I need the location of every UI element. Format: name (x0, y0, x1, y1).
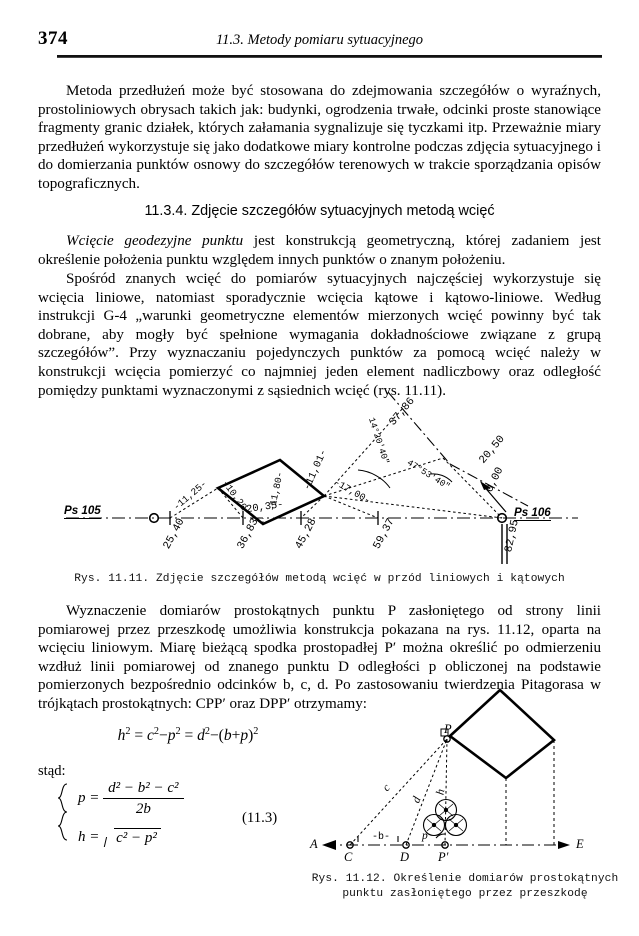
label-segment-h: h (434, 788, 448, 796)
label-segment-c: c (380, 782, 393, 794)
equation-pythagoras: $h^2 = c^2-p^2 = d^2-(b+p)^2$ (117, 726, 259, 745)
paragraph-2-rest: jest konstrukcją geometryczną, której zadaniem jest określenie położenia punktu względem innych punktów o znanym położeniu. (38, 233, 601, 268)
section-heading-11-3-4: 11.3.4. Zdjęcie szczegółów sytuacyjnych metodą wcięć (144, 203, 495, 219)
label-station-ps105: Ps 105 (64, 504, 101, 517)
figure-11-12-caption-block (300, 872, 630, 902)
label-tie-line-1: -11,25- (171, 478, 210, 513)
paragraph-sposrod-znanych: Spośród znanych wcięć do pomiarów sytuacyjnych najczęściej wykorzystuje się wcięcia liniowe, natomiast sporadycznie wcięcia kątowe i kątowo-liniowe. Według instrukcji G-4 „warunki geometryczne elementów mierzonych wcięć powinny być tak dobrane, aby mogły być spełnione wymagania dokładnościowe związane z grupą szczegółów”. Przy wyznaczaniu pojedynczych punktów za pomocą wcięć należy w konstrukcji wcięcia pomierzyć co najmniej jeden element nadliczbowy oraz odległość pomiędzy punktami wyznaczonymi z sąsiednich wcięć (rys. 11.11). (38, 271, 601, 399)
label-point-d: D (400, 850, 410, 864)
paragraph-metoda-przedluzen: Metoda przedłużeń może być stosowana do zdejmowania szczegółów o wyraźnych, prostoliniowych obrysach takich jak: budynki, ogrodzenia trwałe, odcinki proste stanowiące fragmenty granic działek, których załamania sygnalizuje się tyczkami itp. Przeważnie miary przedłużeń wykorzystuje się jako dodatkowe miary kontrolne podczas zdjęcia sytuacyjnego i do domierzania punktów osnowy do szczegółów terenowych w trakcie sporządzania opisów topograficznych. (38, 83, 601, 192)
equation-h-lhs: h = (78, 828, 100, 845)
paragraph-block-1 (38, 82, 601, 194)
equation-p-lhs: p = (78, 790, 100, 807)
label-segment-d: d (410, 795, 424, 805)
label-angle-1: 14°20'40" (366, 416, 391, 466)
label-segment-p: p (422, 830, 428, 842)
header-rule (57, 55, 602, 58)
stad-label: stąd: (38, 763, 66, 779)
equation-h-radicand: c² − p² (114, 828, 161, 847)
arrow-head-left (322, 840, 336, 850)
paragraph-wyznaczenie-domiarow: Wyznaczenie domiarów prostokątnych punktu P zasłoniętego od strony linii pomiarowej przez przeszkodę umożliwia konstrukcja pokazana na rys. 11.12, oparta na wcięciu liniowym. Miarę bieżącą spodka prostopadłej P′ można określić po odmierzeniu wzdłuż linii pomiarowej od znanego punktu D odległości p obliczonej na podstawie pomierzonych bezpośrednio odcinków b, c, d. Po zastosowaniu twierdzenia Pitagorasa w trójkątach prostokątnych: CPP′ oraz DPP′ otrzymamy: (38, 603, 601, 712)
label-tie-line-2: -10,20- (219, 477, 253, 518)
page-number: 374 (38, 28, 68, 49)
label-point-c: C (344, 850, 353, 864)
equation-h (78, 828, 184, 847)
figure-11-12-drawing (310, 698, 610, 868)
label-station-ps106: Ps 106 (514, 506, 551, 519)
label-chainage-3: 45,28 (293, 516, 320, 552)
building-outline-2 (450, 690, 554, 778)
arrow-head-right (558, 841, 570, 849)
label-chainage-4: 59,37 (371, 516, 398, 552)
figure-11-12 (310, 698, 610, 868)
term-wciecie-geodezyjne: Wcięcie geodezyjne punktu (66, 233, 244, 249)
label-tie-line-3: -11,80- (266, 470, 286, 513)
label-building-side-right: -11,01- (301, 447, 331, 493)
equation-p-numerator: d² − b² − c² (103, 778, 183, 799)
label-chainage-5: 82,95 (503, 518, 522, 554)
system-brace-icon (54, 781, 70, 843)
label-tie-line-4: -17,00- (331, 476, 373, 507)
equation-h-sqrt (103, 828, 161, 847)
label-building-side-bottom: -20,35- (239, 499, 285, 517)
figure-11-12-caption-line1: Rys. 11.12. Określenie domiarów prostokątnych (311, 873, 619, 885)
equation-p-denominator: 2b (135, 801, 151, 818)
paragraph-wciecie-definicja (38, 232, 601, 269)
paragraph-block-2 (38, 232, 601, 269)
figure-11-11 (58, 378, 588, 568)
label-chainage-2: 36,83 (235, 516, 262, 552)
label-chainage-1: 25,40 (161, 516, 188, 552)
figure-11-11-caption: Rys. 11.11. Zdjęcie szczegółów metodą wcięć w przód liniowych i kątowych (74, 573, 565, 585)
measured-distances (350, 739, 447, 845)
label-point-e: E (576, 837, 584, 851)
projection-lines (506, 740, 554, 845)
label-zero-chainage: 0,00 (484, 465, 507, 495)
obstacle-trees (424, 800, 467, 836)
paragraph-block-4 (38, 602, 601, 714)
label-point-a: A (310, 837, 318, 851)
equation-p (78, 778, 184, 820)
equation-p-fraction (103, 778, 183, 820)
section-heading-block (38, 203, 601, 219)
figure-11-12-caption-line2: punktu zasłoniętego przez przeszkodę (342, 888, 588, 900)
label-segment-b: -b- (372, 832, 391, 843)
label-point-p: P (444, 722, 452, 736)
label-angle-2: 47°53'40" (405, 457, 452, 493)
running-head-title: 11.3. Metody pomiaru sytuacyjnego (215, 32, 424, 48)
figure-11-11-caption-block (38, 572, 601, 587)
equation-block (38, 726, 338, 745)
equation-number-11-3: (11.3) (242, 810, 278, 826)
label-angular-distance-2: 20,50 (477, 433, 508, 467)
label-point-p-prime: P′ (438, 850, 449, 864)
page-header (0, 28, 639, 62)
label-angular-distance-1: 37,86 (387, 395, 418, 429)
